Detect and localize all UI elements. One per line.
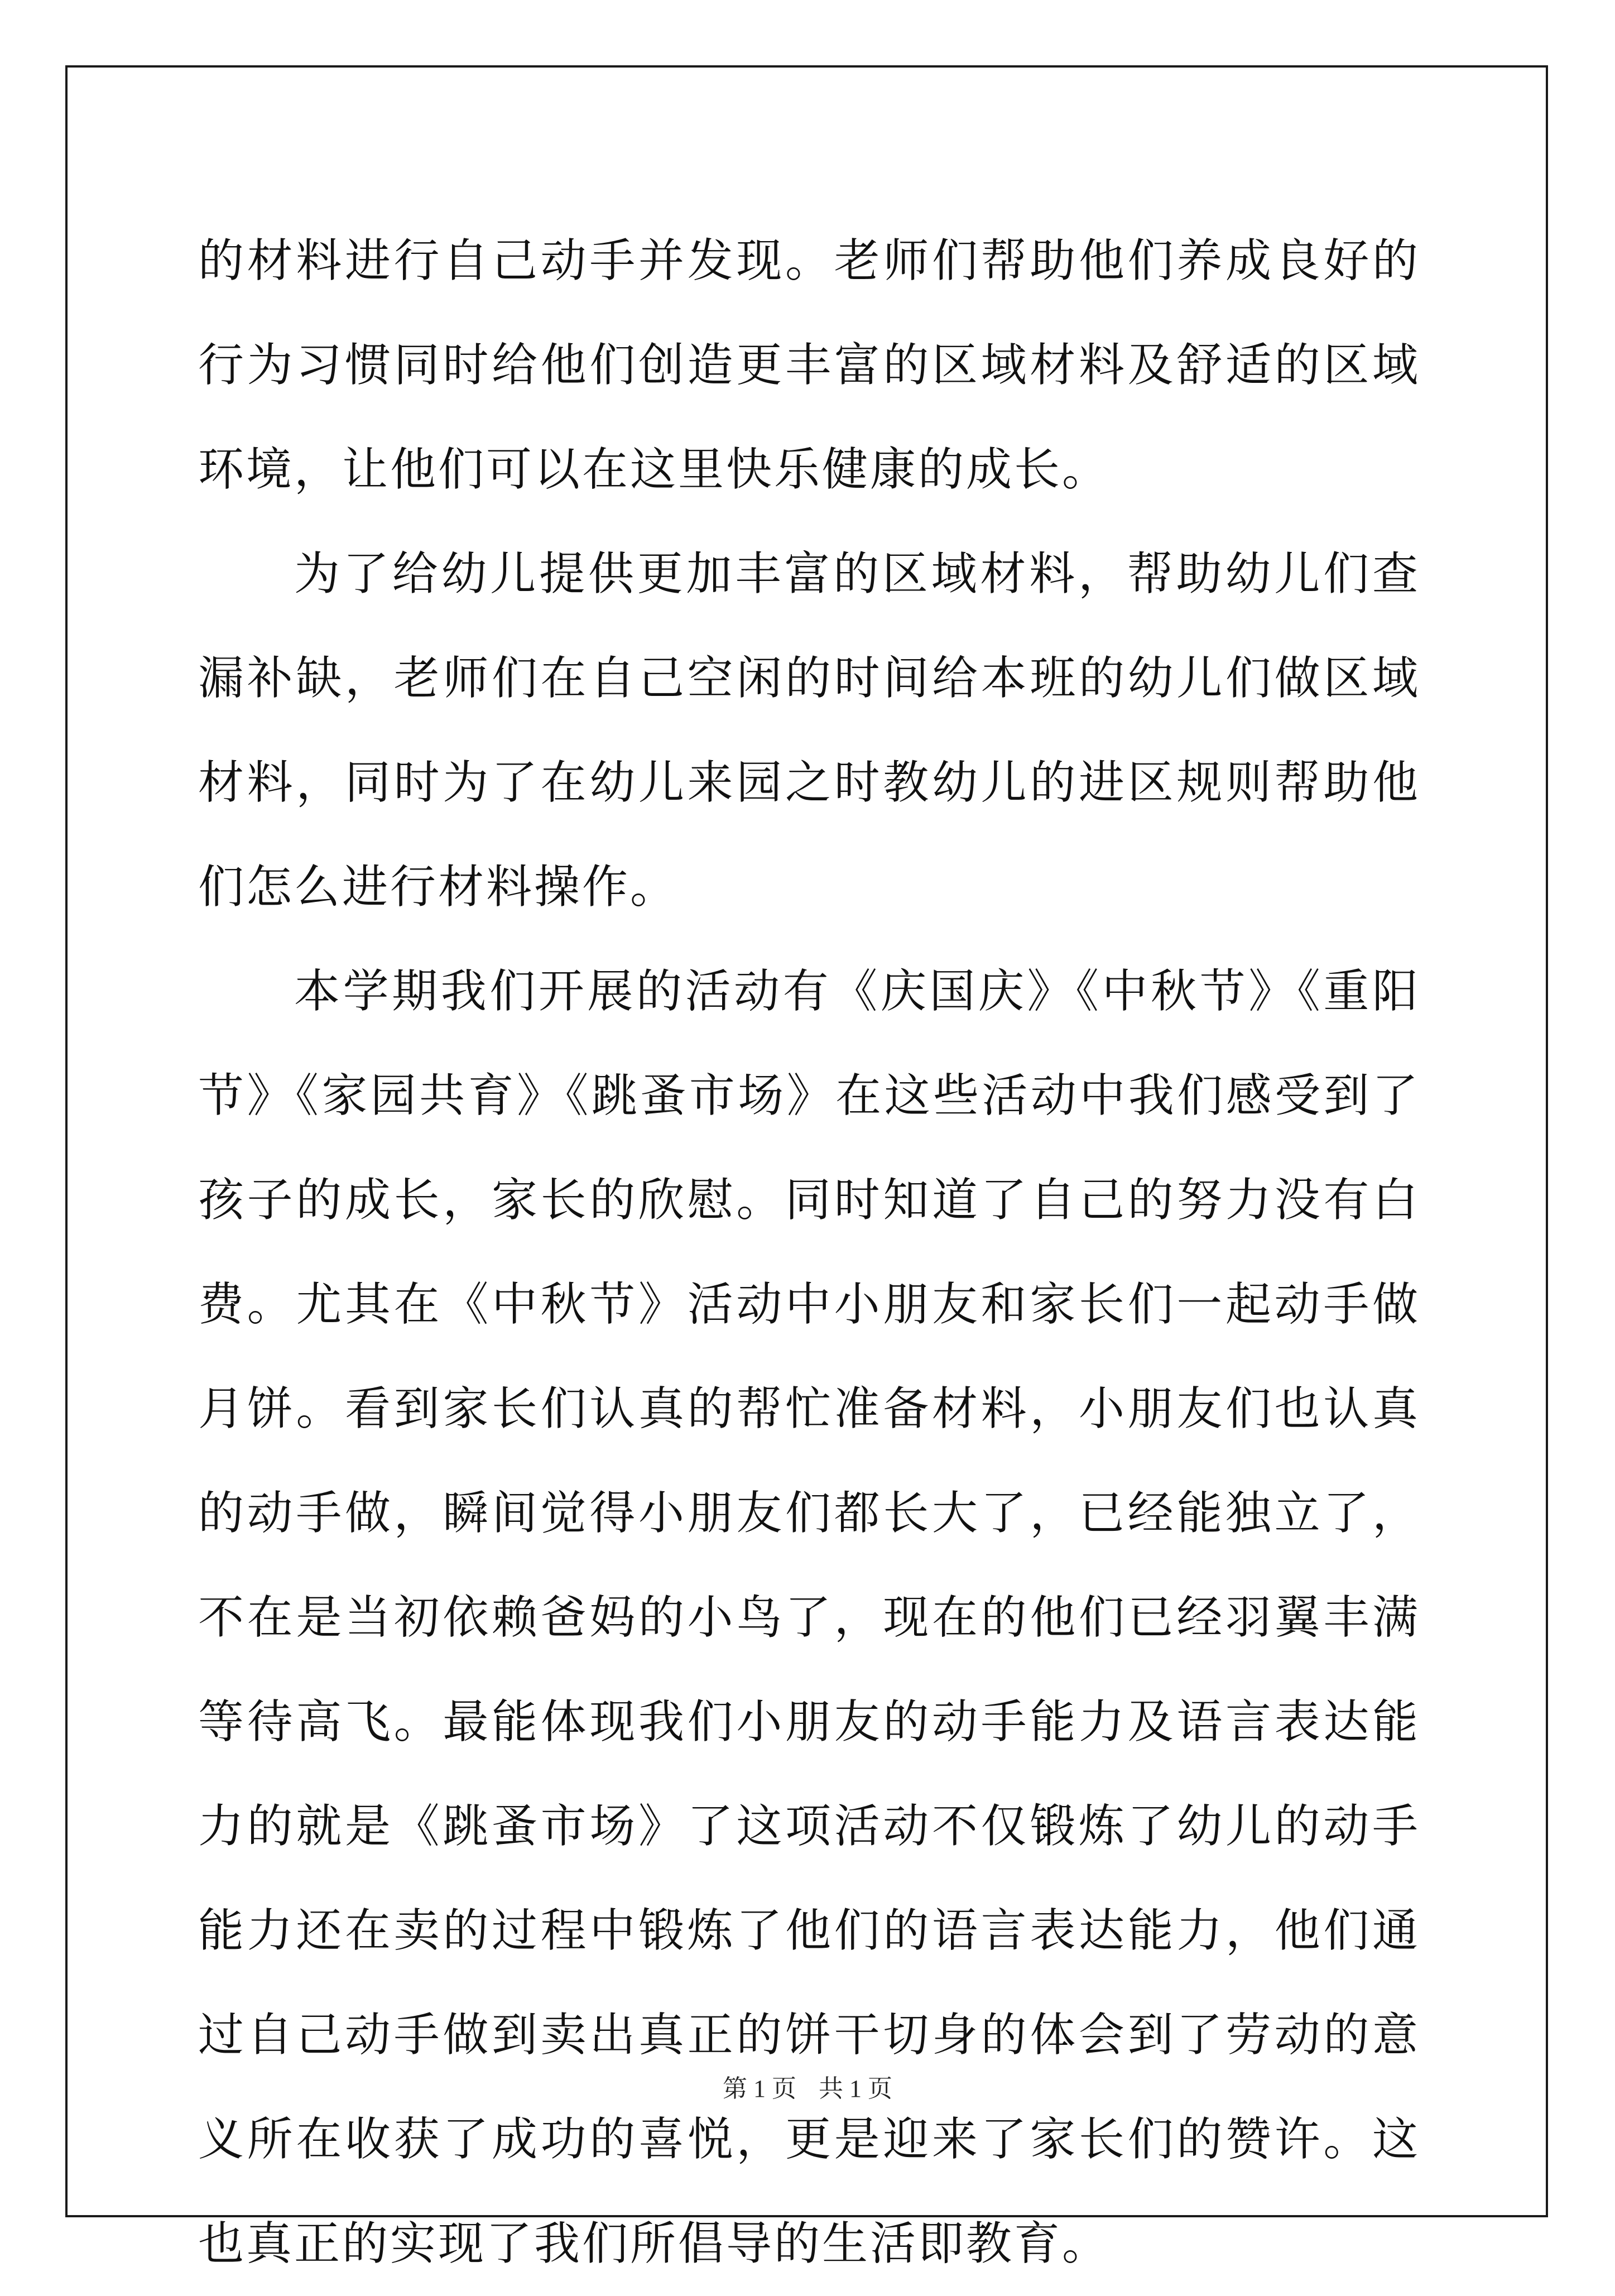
paragraph-1: 的材料进行自己动手并发现。老师们帮助他们养成良好的行为习惯同时给他们创造更丰富的区域材料及舒适的区域环境，让他们可以在这里快乐健康的成长。	[198, 234, 1420, 496]
page-number: 第 1 页	[723, 2075, 796, 2102]
paragraph-3: 本学期我们开展的活动有《庆国庆》《中秋节》《重阳节》《家园共育》《跳蚤市场》在这些活动中我们感受到了孩子的成长，家长的欣慰。同时知道了自己的努力没有白费。尤其在《中秋节》活动中小朋友和家长们一起动手做月饼。看到家长们认真的帮忙准备材料，小朋友们也认真的动手做，瞬间觉得小朋友们都长大了，已经能独立了，不在是当初依赖爸妈的小鸟了，现在的他们已经羽翼丰满等待高飞。最能体现我们小朋友的动手能力及语言表达能力的就是《跳蚤市场》了这项活动不仅锻炼了幼儿的动手能力还在卖的过程中锻炼了他们的语言表达能力，他们通过自己动手做到卖出真正的饼干切身的体会到了劳动的意义所在收获了成功的喜悦，更是迎来了家长们的赞许。这也真正的实现了我们所倡导的生活即教育。	[198, 965, 1420, 2270]
document-body	[198, 209, 1420, 2296]
paragraph-2: 为了给幼儿提供更加丰富的区域材料，帮助幼儿们查漏补缺，老师们在自己空闲的时间给本班的幼儿们做区域材料，同时为了在幼儿来园之时教幼儿的进区规则帮助他们怎么进行材料操作。	[198, 547, 1420, 914]
page-footer	[0, 2072, 1615, 2106]
page-total: 共 1 页	[819, 2075, 892, 2102]
